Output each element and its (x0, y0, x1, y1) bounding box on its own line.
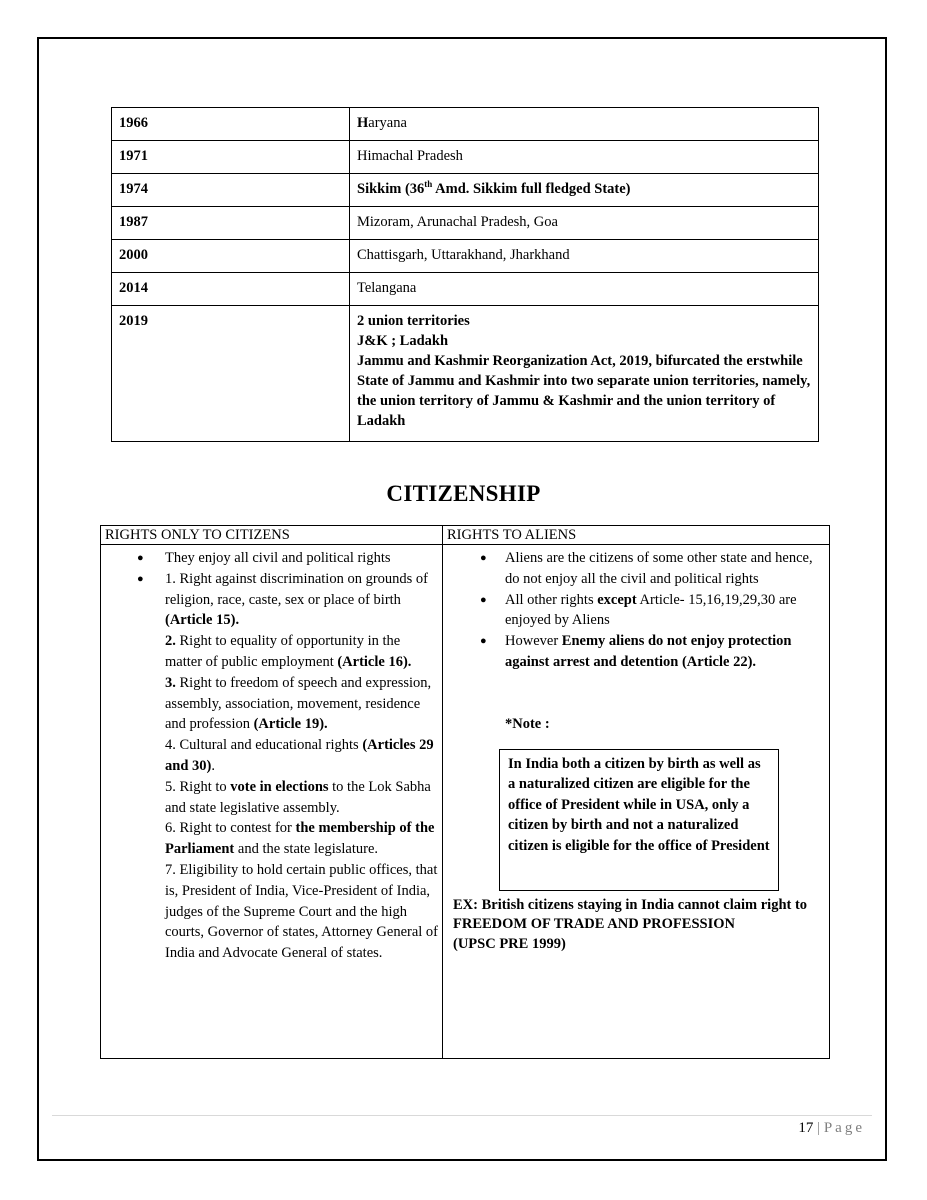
table-row (112, 207, 819, 240)
item-text: 1. Right against discrimination on grounds of religion, race, caste, sex or place of birth (165, 570, 428, 608)
footer-separator: | (817, 1120, 821, 1136)
exam-reference: (UPSC PRE 1999) (453, 935, 566, 952)
table-header-row (101, 526, 830, 545)
year-cell: 1974 (112, 174, 350, 207)
item-number: 3. (165, 674, 176, 691)
item-text: All other rights (505, 591, 598, 608)
year-cell: 2000 (112, 240, 350, 273)
state-cell: Chattisgarh, Uttarakhand, Jharkhand (350, 240, 819, 273)
year-cell: 1966 (112, 108, 350, 141)
bullet-icon: ● (480, 635, 487, 648)
bullet-icon: ● (137, 572, 144, 585)
footer-divider (52, 1115, 872, 1116)
emphasis: Enemy aliens do not enjoy protection against arrest and detention (Article 22). (505, 633, 792, 670)
alien-rights-cell (443, 545, 830, 1059)
year-cell: 2019 (112, 306, 350, 442)
item-text: Right to equality of opportunity in the matter of public employment (165, 633, 401, 670)
bullet-icon: ● (480, 552, 487, 564)
year-cell: 1987 (112, 207, 350, 240)
item-text: to the Lok Sabha and state legislative assembly. (165, 778, 431, 816)
article-ref: (Article 15). (165, 612, 240, 629)
states-formation-table (111, 107, 819, 442)
year-cell: 2014 (112, 273, 350, 306)
section-heading: CITIZENSHIP (386, 481, 541, 506)
emphasis: the membership of the Parliament (165, 820, 435, 858)
note-label: *Note : (505, 715, 550, 732)
item-text: However (505, 633, 562, 650)
table-row (112, 273, 819, 306)
citizen-rights-cell (101, 545, 443, 1059)
page-footer (798, 1120, 865, 1137)
item-text: Article- 15,16,19,29,30 are enjoyed by Aliens (505, 591, 797, 629)
table-row (112, 141, 819, 174)
example-text (447, 896, 825, 955)
list-item (105, 548, 438, 569)
list-item (447, 548, 825, 590)
page-label: Page (823, 1120, 865, 1136)
item-text: Aliens are the citizens of some other state and hence, do not enjoy all the civil and political rights (505, 550, 813, 587)
ut-names: J&K ; Ladakh (357, 333, 449, 349)
list-item (447, 631, 825, 673)
column-header-aliens: RIGHTS TO ALIENS (443, 526, 830, 545)
state-text: Amd. Sikkim full fledged State) (432, 181, 631, 197)
right-7: 7. Eligibility to hold certain public offices, that is, President of India, Vice-President of India, judges of the Supreme Court and the high courts, Governor of states, Attorney General of India and Advocate General of states. (165, 861, 439, 962)
alien-rights-list (447, 548, 825, 673)
bullet-icon: ● (137, 552, 144, 564)
state-cell (350, 174, 819, 207)
state-rest: aryana (368, 115, 407, 131)
right-3 (105, 673, 438, 735)
item-text: . (211, 757, 215, 774)
citizenship-table (100, 525, 830, 1059)
table-row (112, 240, 819, 273)
note-box: In India both a citizen by birth as well as a naturalized citizen are eligible for the office of President while in USA, only a citizen by birth and not a naturalized citizen is eligible for the office of President (499, 749, 779, 891)
article-ref: (Articles 29 and 30) (165, 737, 434, 774)
emphasis: vote in elections (230, 778, 329, 795)
right-4 (105, 735, 438, 777)
state-cell: Mizoram, Arunachal Pradesh, Goa (350, 207, 819, 240)
article-ref: (Article 19). (253, 716, 328, 733)
state-cell: Telangana (350, 273, 819, 306)
column-header-citizens: RIGHTS ONLY TO CITIZENS (101, 526, 443, 545)
reorganization-act: Jammu and Kashmir Reorganization Act, 2019, bifurcated the erstwhile State of Jammu and Kashmir into two separate union territories, namely, the union territory of Jammu & Kashmir and the union territory of Ladakh (357, 353, 811, 429)
page-number: 17 (798, 1120, 814, 1136)
list-item (447, 590, 825, 632)
state-text: Sikkim (36 (357, 181, 425, 197)
right-6 (105, 818, 438, 860)
citizen-rights-list (105, 548, 438, 631)
table-row (112, 108, 819, 141)
item-text: Right to freedom of speech and expression, assembly, association, movement, residence and profession (165, 674, 432, 733)
table-row (101, 545, 830, 1059)
state-initial: H (357, 115, 369, 131)
year-cell: 1971 (112, 141, 350, 174)
bullet-icon: ● (480, 593, 487, 606)
state-cell: Himachal Pradesh (350, 141, 819, 174)
item-text: 5. Right to (165, 778, 231, 795)
item-text: 6. Right to contest for (165, 820, 296, 837)
item-text: and the state legislature. (234, 841, 379, 858)
right-2 (105, 631, 438, 673)
state-cell (350, 108, 819, 141)
state-cell (350, 306, 819, 442)
table-row (112, 174, 819, 207)
ordinal-suffix: th (424, 179, 433, 190)
item-text: 4. Cultural and educational rights (165, 737, 363, 754)
list-item (105, 569, 438, 631)
emphasis: except (597, 591, 637, 608)
table-row (112, 306, 819, 442)
example-body: EX: British citizens staying in India cannot claim right to FREEDOM OF TRADE AND PROFESSION (453, 896, 808, 933)
ut-count: 2 union territories (357, 313, 470, 329)
article-ref: (Article 16). (337, 653, 412, 670)
right-5 (105, 777, 438, 819)
item-number: 2. (165, 633, 176, 650)
item-text: They enjoy all civil and political rights (165, 550, 391, 566)
